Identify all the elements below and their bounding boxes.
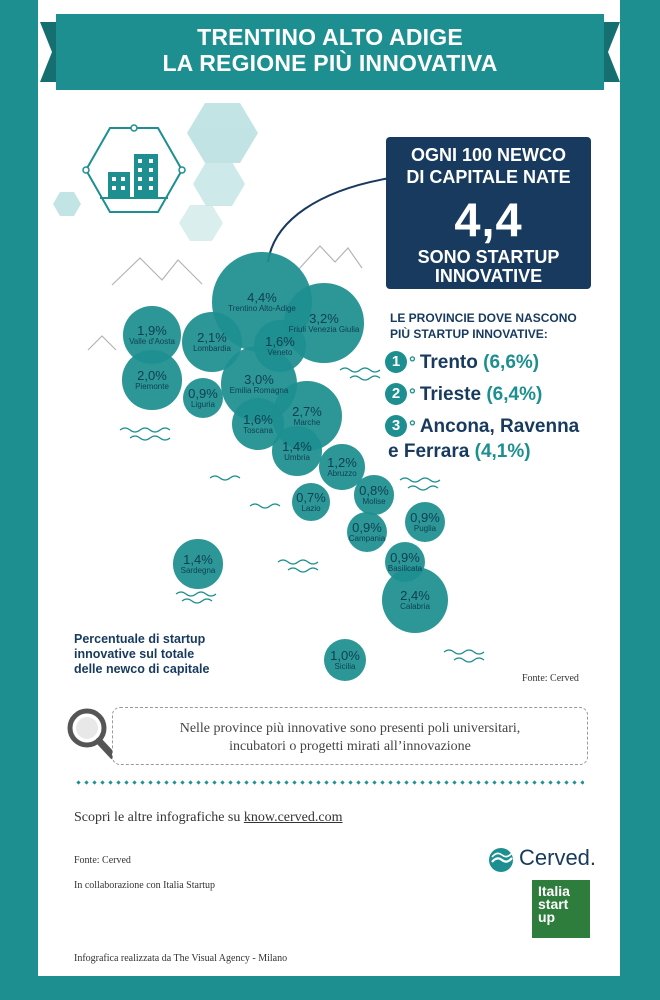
legend-line-2: innovative sul totale	[74, 647, 195, 661]
region-percent: 1,6%	[265, 334, 295, 349]
divider-dot	[332, 780, 336, 784]
divider-dot	[508, 780, 512, 784]
divider-dot	[164, 780, 168, 784]
region-percent: 1,4%	[183, 552, 213, 567]
region-label	[285, 649, 405, 671]
divider-dot	[372, 780, 376, 784]
divider-dot	[476, 780, 480, 784]
divider-dot	[348, 780, 352, 784]
title-line-2: LA REGIONE PIÙ INNOVATIVA	[162, 50, 498, 76]
rank-1-name: Trento	[419, 352, 478, 373]
divider-dot	[132, 780, 136, 784]
divider-dot	[308, 780, 312, 784]
scopri-text	[74, 810, 343, 826]
divider-dot	[572, 780, 576, 784]
stat-box	[386, 137, 591, 289]
region-name: Molise	[362, 497, 386, 506]
divider-dot	[92, 780, 96, 784]
divider-dot	[516, 780, 520, 784]
region-percent: 2,0%	[137, 368, 167, 383]
divider-dot	[100, 780, 104, 784]
region-percent: 1,9%	[137, 323, 167, 338]
divider-dot	[524, 780, 528, 784]
divider-dot	[300, 780, 304, 784]
divider-dot	[452, 780, 456, 784]
divider-dot	[196, 780, 200, 784]
divider-dot	[260, 780, 264, 784]
divider-dot	[364, 780, 368, 784]
rank-1	[385, 351, 539, 374]
provinces-heading-1: LE PROVINCIE DOVE NASCONO	[390, 311, 577, 325]
divider-dot	[532, 780, 536, 784]
region-name: Liguria	[190, 400, 215, 409]
italia-startup-logo	[532, 880, 590, 938]
divider-dot	[284, 780, 288, 784]
region-name: Puglia	[413, 524, 437, 533]
divider-dot	[140, 780, 144, 784]
region-percent: 0,8%	[359, 483, 389, 498]
title-line-1: TRENTINO ALTO ADIGE	[197, 24, 463, 50]
region-label	[199, 373, 319, 395]
region-name: Lombardia	[193, 344, 231, 353]
rank-2	[385, 383, 542, 406]
rank-1-degree: °	[409, 353, 416, 372]
divider-dot	[84, 780, 88, 784]
region-percent: 2,4%	[400, 588, 430, 603]
region-label	[220, 335, 340, 357]
region-percent: 0,9%	[188, 386, 218, 401]
region-percent: 2,1%	[197, 330, 227, 345]
divider-dot	[116, 780, 120, 784]
rank-3-value: (4,1%)	[474, 441, 531, 462]
region-name: Friuli Venezia Giulia	[288, 325, 360, 334]
divider-dot	[124, 780, 128, 784]
divider-dot	[324, 780, 328, 784]
rank-2-badge: 2	[385, 383, 407, 405]
magnifier-icon	[70, 711, 113, 756]
region-name: Basilicata	[387, 564, 423, 573]
note-box	[112, 707, 588, 765]
divider-dot	[156, 780, 160, 784]
region-name: Lazio	[301, 504, 321, 513]
rank-1-badge: 1	[385, 351, 407, 373]
region-name: Calabria	[400, 602, 430, 611]
map-source: Fonte: Cerved	[522, 673, 579, 684]
region-name: Toscana	[243, 426, 273, 435]
divider-dot	[340, 780, 344, 784]
scopri-prefix: Scopri le altre infografiche su	[74, 810, 244, 825]
region-label	[365, 511, 485, 533]
divider-dot	[580, 780, 584, 784]
rank-1-value: (6,6%)	[483, 352, 540, 373]
divider-dot	[396, 780, 400, 784]
divider-dot	[188, 780, 192, 784]
stat-line-2: DI CAPITALE NATE	[406, 167, 571, 187]
region-percent: 0,9%	[390, 550, 420, 565]
divider-dot	[540, 780, 544, 784]
know-cerved-link[interactable]: know.cerved.com	[243, 810, 343, 825]
divider-dot	[484, 780, 488, 784]
region-label	[138, 553, 258, 575]
rank-2-name: Trieste	[419, 384, 482, 405]
divider-dot	[468, 780, 472, 784]
italia-logo-l2: start	[538, 896, 569, 912]
rank-3-degree: °	[409, 417, 416, 436]
region-name: Marche	[293, 418, 321, 427]
divider-dot	[428, 780, 432, 784]
region-name: Sicilia	[334, 662, 356, 671]
divider-dot	[316, 780, 320, 784]
rank-2-degree: °	[409, 385, 416, 404]
region-percent: 4,4%	[247, 290, 277, 305]
region-percent: 3,0%	[244, 372, 274, 387]
divider-dot	[212, 780, 216, 784]
region-name: Abruzzo	[327, 469, 357, 478]
dotted-divider	[74, 779, 584, 787]
note-line-1: Nelle province più innovative sono presenti poli universitari,	[179, 721, 521, 736]
divider-dot	[356, 780, 360, 784]
region-percent: 1,4%	[282, 439, 312, 454]
italia-logo-l3: up	[538, 909, 556, 925]
region-percent: 2,7%	[292, 404, 322, 419]
divider-dot	[556, 780, 560, 784]
rank-2-value: (6,4%)	[486, 384, 543, 405]
region-label	[198, 413, 318, 435]
divider-dot	[404, 780, 408, 784]
region-percent: 0,7%	[296, 490, 326, 505]
divider-dot	[564, 780, 568, 784]
rank-3-badge: 3	[385, 415, 407, 437]
divider-dot	[444, 780, 448, 784]
building-icon	[83, 125, 185, 212]
divider-dot	[420, 780, 424, 784]
region-percent: 3,2%	[309, 311, 339, 326]
cerved-logo-text: Cerved.	[519, 845, 597, 870]
region-name: Veneto	[267, 348, 293, 357]
region-percent: 0,9%	[410, 510, 440, 525]
divider-dot	[180, 780, 184, 784]
region-label	[282, 456, 402, 478]
italia-logo-l1: Italia	[538, 883, 570, 899]
divider-dot	[412, 780, 416, 784]
divider-dot	[292, 780, 296, 784]
region-percent: 1,2%	[327, 455, 357, 470]
divider-dot	[268, 780, 272, 784]
stat-line-1: OGNI 100 NEWCO	[410, 145, 567, 165]
note-line-2: incubatori o progetti mirati all’innovazione	[229, 739, 471, 754]
stat-line-3: SONO STARTUP	[417, 247, 560, 267]
divider-dot	[252, 780, 256, 784]
region-name: Valle d'Aosta	[129, 337, 175, 346]
region-label	[314, 484, 434, 506]
rank-3-cont-name: e Ferrara	[388, 441, 470, 462]
divider-dot	[236, 780, 240, 784]
region-percent: 1,6%	[243, 412, 273, 427]
rank-3-continued	[388, 441, 531, 463]
connector-line	[268, 178, 390, 262]
divider-dot	[276, 780, 280, 784]
legend-line-3: delle newco di capitale	[74, 662, 210, 676]
stat-line-4: INNOVATIVE	[434, 266, 543, 286]
divider-dot	[388, 780, 392, 784]
region-label	[202, 291, 322, 313]
divider-dot	[220, 780, 224, 784]
map-legend	[74, 632, 244, 677]
region-name: Campania	[348, 534, 386, 543]
footer-credit: Infografica realizzata da The Visual Agency - Milano	[74, 953, 288, 964]
divider-dot	[492, 780, 496, 784]
divider-dot	[108, 780, 112, 784]
divider-dot	[172, 780, 176, 784]
divider-dot	[436, 780, 440, 784]
region-name: Emilia Romagna	[229, 386, 289, 395]
divider-dot	[228, 780, 232, 784]
region-name: Trentino Alto-Adige	[228, 304, 296, 313]
divider-dot	[460, 780, 464, 784]
footer-source: Fonte: Cerved	[74, 855, 131, 866]
region-name: Sardegna	[180, 566, 216, 575]
divider-dot	[380, 780, 384, 784]
divider-dot	[500, 780, 504, 784]
provinces-heading-2: PIÙ STARTUP INNOVATIVE:	[390, 327, 548, 341]
divider-dot	[244, 780, 248, 784]
divider-dot	[548, 780, 552, 784]
rank-3	[385, 415, 579, 438]
region-name: Umbria	[284, 453, 310, 462]
footer-collab: In collaborazione con Italia Startup	[74, 880, 216, 891]
region-percent: 0,9%	[352, 520, 382, 535]
divider-dot	[204, 780, 208, 784]
stat-number: 4,4	[454, 193, 523, 246]
region-name: Piemonte	[135, 382, 169, 391]
region-label	[345, 551, 465, 573]
region-label	[355, 589, 475, 611]
legend-line-1: Percentuale di startup	[74, 632, 206, 646]
divider-dot	[76, 780, 80, 784]
rank-3-name: Ancona, Ravenna	[419, 416, 580, 437]
region-percent: 1,0%	[330, 648, 360, 663]
region-label	[264, 312, 384, 334]
divider-dot	[148, 780, 152, 784]
